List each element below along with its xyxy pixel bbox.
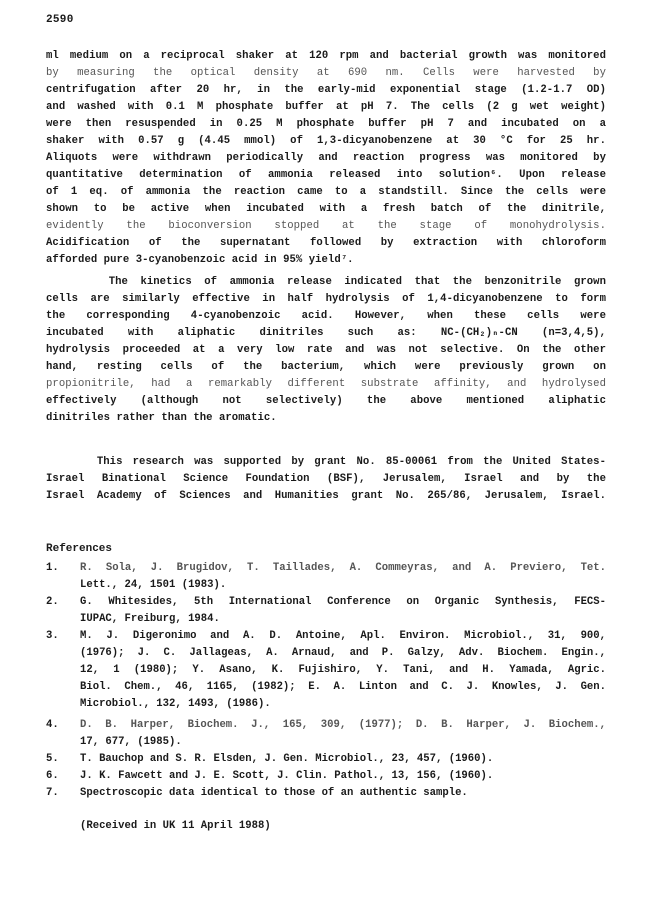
- reference-line: R. Sola, J. Brugidov, T. Taillades, A. Commeyras, and A. Previero, Tet.: [80, 562, 606, 574]
- reference-line: 17, 677, (1985).: [80, 736, 182, 748]
- reference-line: J. K. Fawcett and J. E. Scott, J. Clin. Pathol., 13, 156, (1960).: [80, 770, 494, 782]
- body-line: effectively (although not selectively) the above mentioned aliphatic: [46, 395, 606, 407]
- body-line: hydrolysis proceeded at a very low rate and was not selective. On the other: [46, 344, 606, 356]
- body-line: incubated with aliphatic dinitriles such as: NC-(CH₂)ₙ-CN (n=3,4,5),: [46, 327, 606, 339]
- body-line: afforded pure 3-cyanobenzoic acid in 95% yield⁷.: [46, 254, 354, 266]
- body-line: were then resuspended in 0.25 M phosphate buffer pH 7 and incubated on a: [46, 118, 606, 130]
- reference-number: 1.: [46, 562, 59, 574]
- body-line: The kinetics of ammonia release indicated that the benzonitrile grown: [46, 276, 606, 288]
- body-line: shaker with 0.57 g (4.45 mmol) of 1,3-dicyanobenzene at 30 °C for 25 hr.: [46, 135, 606, 147]
- reference-line: Microbiol., 132, 1493, (1986).: [80, 698, 271, 710]
- body-line: Acidification of the supernatant followed by extraction with chloroform: [46, 237, 606, 249]
- body-line: dinitriles rather than the aromatic.: [46, 412, 277, 424]
- body-line: shown to be active when incubated with a fresh batch of the dinitrile,: [46, 203, 606, 215]
- reference-number: 2.: [46, 596, 59, 608]
- body-line: quantitative determination of ammonia released into solution⁶. Upon release: [46, 169, 606, 181]
- reference-line: D. B. Harper, Biochem. J., 165, 309, (1977); D. B. Harper, J. Biochem.,: [80, 719, 606, 731]
- reference-line: IUPAC, Freiburg, 1984.: [80, 613, 220, 625]
- reference-number: 4.: [46, 719, 59, 731]
- reference-line: Biol. Chem., 46, 1165, (1982); E. A. Linton and C. J. Knowles, J. Gen.: [80, 681, 606, 693]
- body-line: Aliquots were withdrawn periodically and reaction progress was monitored by: [46, 152, 606, 164]
- reference-line: T. Bauchop and S. R. Elsden, J. Gen. Microbiol., 23, 457, (1960).: [80, 753, 494, 765]
- reference-line: (1976); J. C. Jallageas, A. Arnaud, and P. Galzy, Adv. Biochem. Engin.,: [80, 647, 606, 659]
- body-line: centrifugation after 20 hr, in the early-mid exponential stage (1.2-1.7 OD): [46, 84, 606, 96]
- acknowledgement-line: Israel Academy of Sciences and Humanities grant No. 265/86, Jerusalem, Israel.: [46, 490, 606, 502]
- reference-line: 12, 1 (1980); Y. Asano, K. Fujishiro, Y. Tani, and H. Yamada, Agric.: [80, 664, 606, 676]
- reference-number: 3.: [46, 630, 59, 642]
- reference-line: G. Whitesides, 5th International Conference on Organic Synthesis, FECS-: [80, 596, 606, 608]
- acknowledgement-line: This research was supported by grant No. 85-00061 from the United States-: [46, 456, 606, 468]
- reference-line: M. J. Digeronimo and A. D. Antoine, Apl. Environ. Microbiol., 31, 900,: [80, 630, 606, 642]
- reference-number: 6.: [46, 770, 59, 782]
- page-number: 2590: [46, 14, 74, 26]
- body-line: and washed with 0.1 M phosphate buffer at pH 7. The cells (2 g wet weight): [46, 101, 606, 113]
- reference-line: Spectroscopic data identical to those of an authentic sample.: [80, 787, 468, 799]
- body-line: the corresponding 4-cyanobenzoic acid. However, when these cells were: [46, 310, 606, 322]
- reference-number: 5.: [46, 753, 59, 765]
- reference-line: Lett., 24, 1501 (1983).: [80, 579, 227, 591]
- received-date: (Received in UK 11 April 1988): [80, 820, 271, 832]
- references-heading: References: [46, 543, 113, 555]
- body-line: evidently the bioconversion stopped at the stage of monohydrolysis.: [46, 220, 606, 232]
- acknowledgement-line: Israel Binational Science Foundation (BSF), Jerusalem, Israel and by the: [46, 473, 606, 485]
- reference-number: 7.: [46, 787, 59, 799]
- body-line: by measuring the optical density at 690 nm. Cells were harvested by: [46, 67, 606, 79]
- body-line: propionitrile, had a remarkably different substrate affinity, and hydrolysed: [46, 378, 606, 390]
- body-line: of 1 eq. of ammonia the reaction came to a standstill. Since the cells were: [46, 186, 606, 198]
- body-line: cells are similarly effective in half hydrolysis of 1,4-dicyanobenzene to form: [46, 293, 606, 305]
- body-line: ml medium on a reciprocal shaker at 120 rpm and bacterial growth was monitored: [46, 50, 606, 62]
- body-line: hand, resting cells of the bacterium, which were previously grown on: [46, 361, 606, 373]
